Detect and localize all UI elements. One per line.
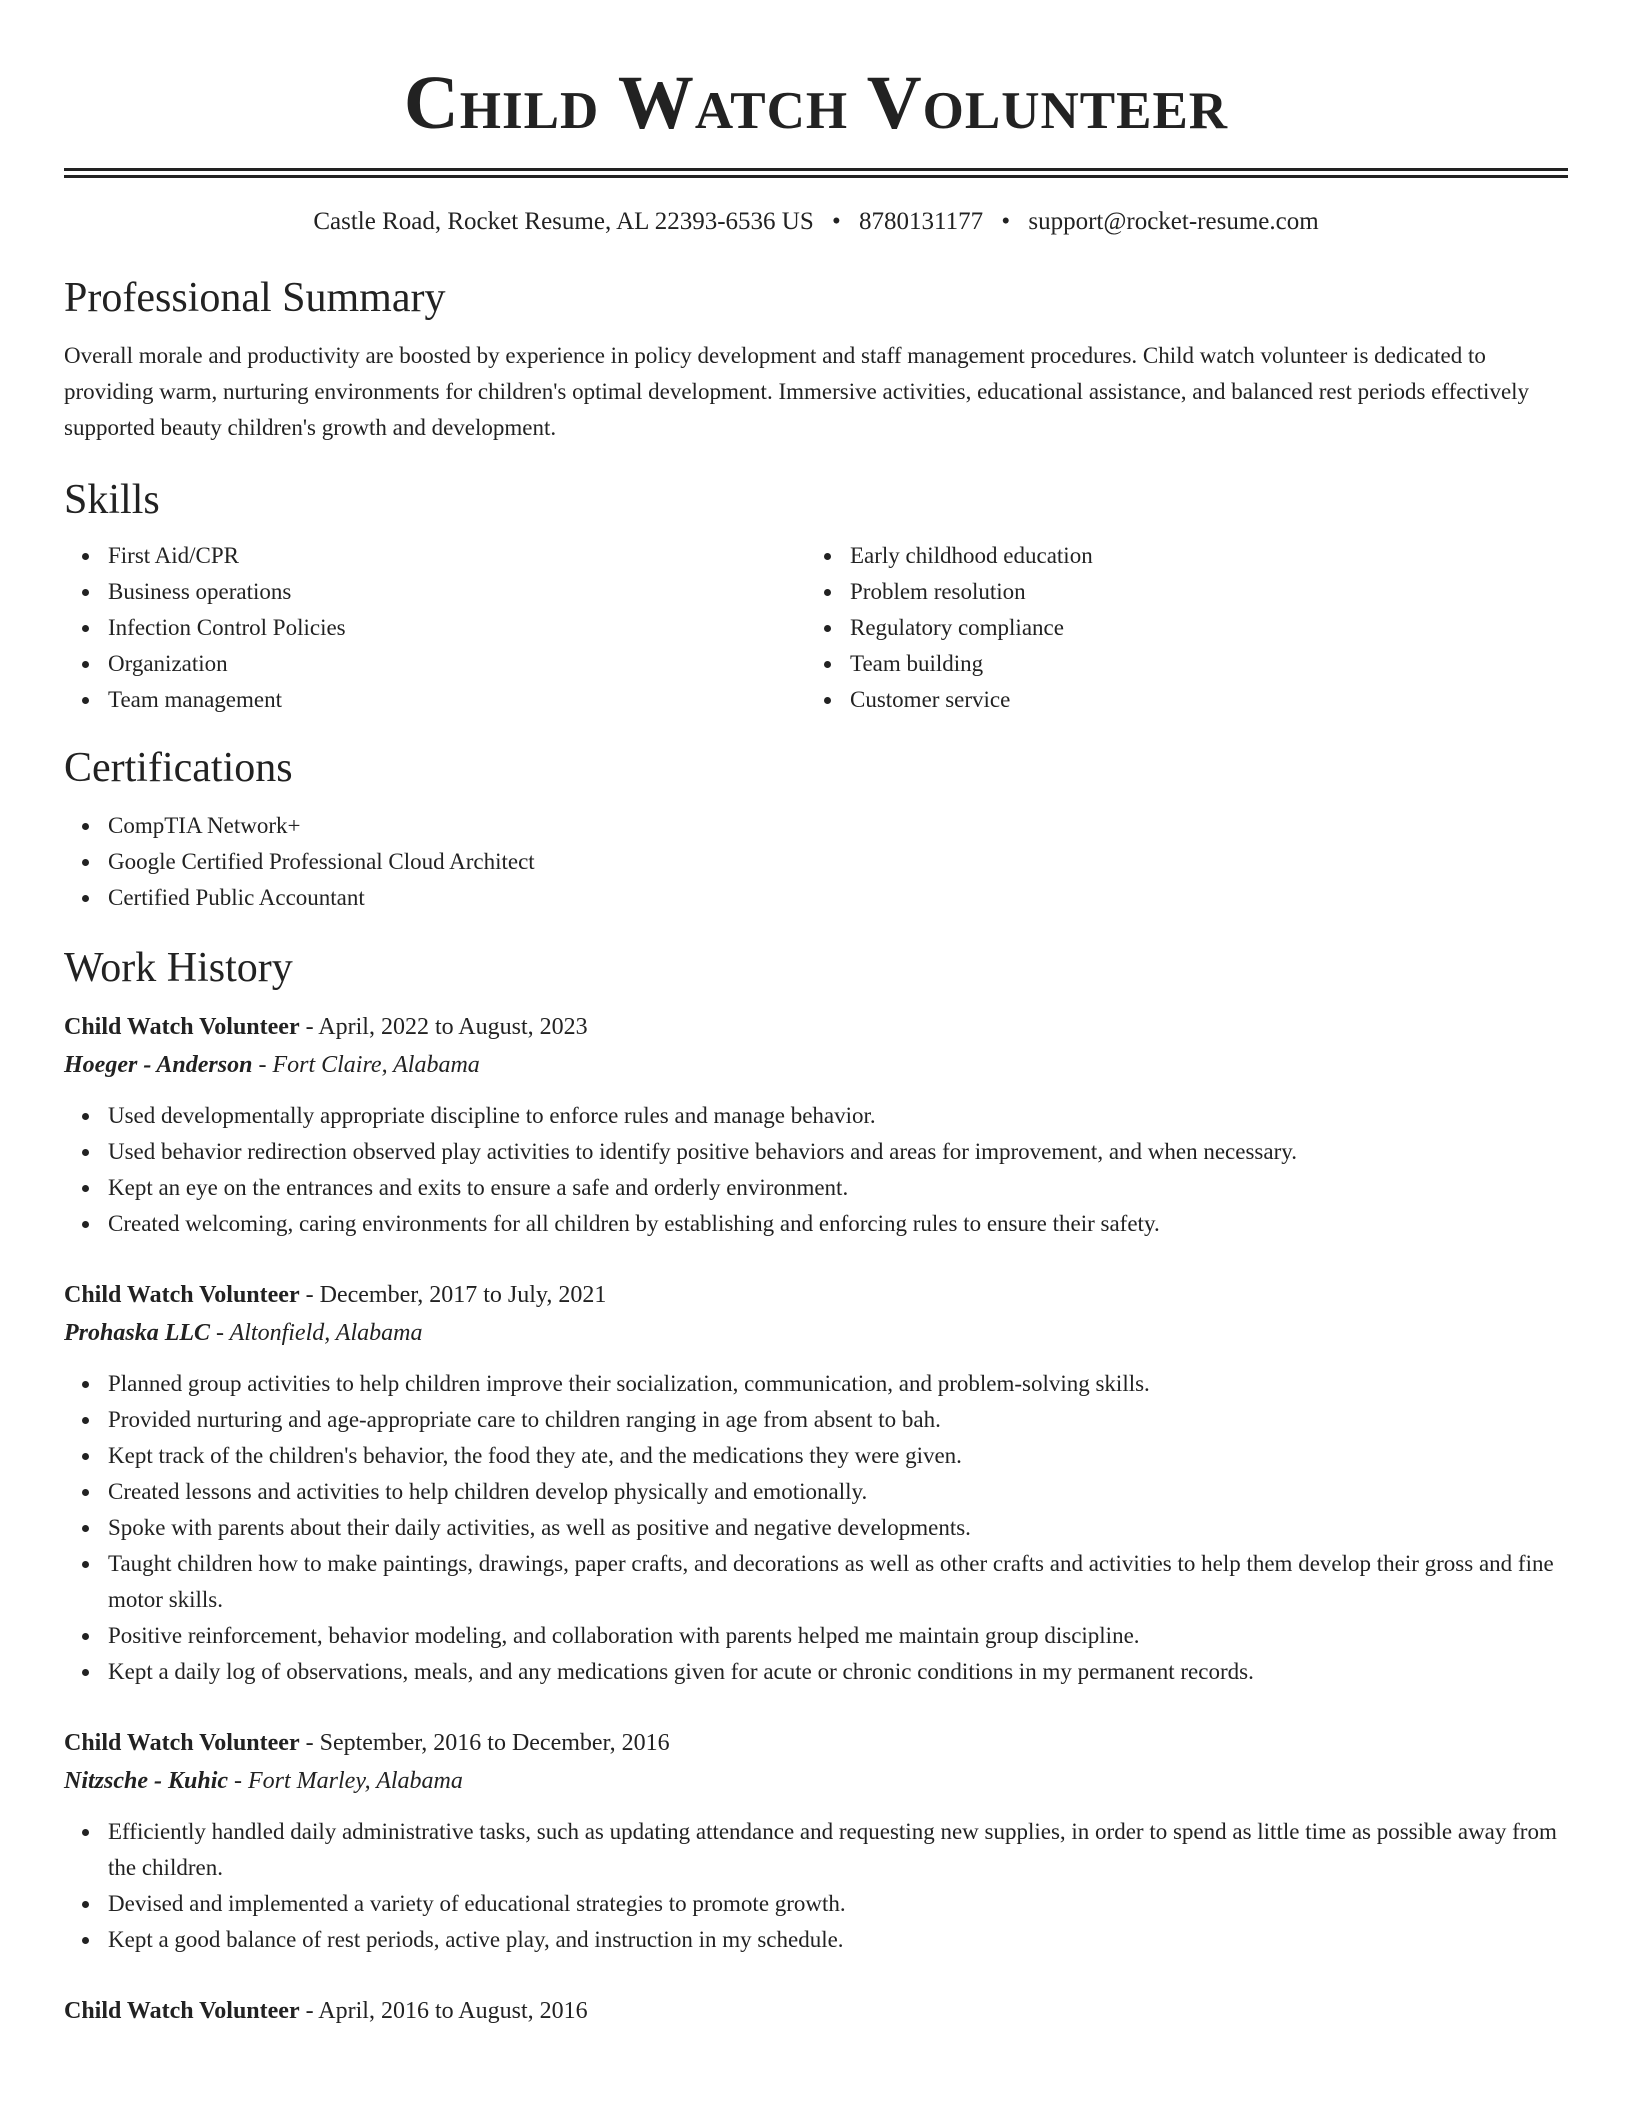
company-location: Fort Claire, Alabama [272, 1052, 480, 1078]
skill-item: Infection Control Policies [108, 610, 806, 646]
skills-section [64, 474, 1568, 718]
job-bullet: Planned group activities to help children improve their socialization, communication, and problem-solving skills. [108, 1366, 1568, 1402]
skill-item: Problem resolution [850, 574, 1548, 610]
job-company-line [64, 1314, 1568, 1352]
job-bullet: Created welcoming, caring environments for all children by establishing and enforcing rules to ensure their safety. [108, 1206, 1568, 1242]
job-title: Child Watch Volunteer [64, 1998, 300, 2024]
company-name: Prohaska LLC [64, 1320, 211, 1346]
job-entry [64, 1008, 1568, 1242]
job-bullet: Used developmentally appropriate discipline to enforce rules and manage behavior. [108, 1098, 1568, 1134]
certification-item: Certified Public Accountant [108, 880, 1568, 916]
skill-item: Early childhood education [850, 538, 1548, 574]
skills-list-right [806, 538, 1548, 718]
job-bullet: Kept a daily log of observations, meals, and any medications given for acute or chronic conditions in my permanent records. [108, 1654, 1568, 1690]
job-title: Child Watch Volunteer [64, 1282, 300, 1308]
job-dash: - [228, 1768, 249, 1794]
job-bullet: Kept a good balance of rest periods, active play, and instruction in my schedule. [108, 1922, 1568, 1958]
job-dash: - [299, 1730, 320, 1756]
job-title-line [64, 1724, 1568, 1762]
skills-column-left [64, 538, 806, 718]
job-entry [64, 1992, 1568, 2030]
skill-item: Customer service [850, 682, 1548, 718]
job-company-line [64, 1046, 1568, 1084]
contact-line [64, 204, 1568, 240]
certification-item: Google Certified Professional Cloud Architect [108, 844, 1568, 880]
job-bullets [64, 1366, 1568, 1690]
company-location: Fort Marley, Alabama [248, 1768, 463, 1794]
job-bullet: Used behavior redirection observed play activities to identify positive behaviors and areas for improvement, and when necessary. [108, 1134, 1568, 1170]
job-bullet: Kept track of the children's behavior, the food they ate, and the medications they were given. [108, 1438, 1568, 1474]
job-dash: - [299, 1282, 320, 1308]
job-bullet: Devised and implemented a variety of educational strategies to promote growth. [108, 1886, 1568, 1922]
resume-name: Child Watch Volunteer [403, 61, 1229, 145]
job-bullet: Positive reinforcement, behavior modeling, and collaboration with parents helped me maintain group discipline. [108, 1618, 1568, 1654]
contact-separator: • [832, 208, 841, 235]
certifications-heading: Certifications [64, 745, 293, 791]
job-bullet: Taught children how to make paintings, drawings, paper crafts, and decorations as well as other crafts and activities to help them develop their gross and fine motor skills. [108, 1546, 1568, 1618]
skills-grid [64, 538, 1568, 718]
job-dates: September, 2016 to December, 2016 [319, 1730, 670, 1756]
skill-item: Team building [850, 646, 1548, 682]
skills-heading: Skills [64, 477, 160, 523]
job-bullet: Spoke with parents about their daily activities, as well as positive and negative developments. [108, 1510, 1568, 1546]
job-dates: December, 2017 to July, 2021 [319, 1282, 607, 1308]
job-dash: - [252, 1052, 273, 1078]
company-location: Altonfield, Alabama [229, 1320, 423, 1346]
job-bullet: Provided nurturing and age-appropriate care to children ranging in age from absent to bah. [108, 1402, 1568, 1438]
skill-item: Organization [108, 646, 806, 682]
job-entry [64, 1276, 1568, 1690]
job-bullet: Kept an eye on the entrances and exits to ensure a safe and orderly environment. [108, 1170, 1568, 1206]
job-entry [64, 1724, 1568, 1958]
skill-item: Regulatory compliance [850, 610, 1548, 646]
job-dash: - [299, 1014, 319, 1040]
work-history-section [64, 942, 1568, 2030]
job-title: Child Watch Volunteer [64, 1730, 300, 1756]
job-dates: April, 2016 to August, 2016 [318, 1998, 588, 2024]
certifications-section [64, 742, 1568, 916]
skill-item: First Aid/CPR [108, 538, 806, 574]
summary-text: Overall morale and productivity are boosted by experience in policy development and staff management procedures. Child watch volunteer is dedicated to providing warm, nurturing environments for children's optimal development. Immersive activities, educational assistance, and balanced rest periods effectively supported beauty children's growth and development. [64, 343, 1530, 440]
summary-heading: Professional Summary [64, 275, 446, 321]
job-dash: - [210, 1320, 230, 1346]
skills-list-left [64, 538, 806, 718]
contact-separator: • [1001, 208, 1011, 235]
job-dash: - [299, 1998, 319, 2024]
skill-item: Business operations [108, 574, 806, 610]
summary-section [64, 272, 1568, 446]
skill-item: Team management [108, 682, 806, 718]
certification-item: CompTIA Network+ [108, 808, 1568, 844]
contact-phone: 8780131177 [859, 208, 984, 235]
job-dates: April, 2022 to August, 2023 [318, 1014, 588, 1040]
skills-column-right [806, 538, 1548, 718]
company-name: Hoeger - Anderson [64, 1052, 253, 1078]
job-company-line [64, 1762, 1568, 1800]
job-bullet: Efficiently handled daily administrative tasks, such as updating attendance and requesting new supplies, in order to spend as little time as possible away from the children. [108, 1814, 1568, 1886]
job-title-line [64, 1992, 1568, 2030]
company-name: Nitzsche - Kuhic [64, 1768, 229, 1794]
job-bullet: Created lessons and activities to help children develop physically and emotionally. [108, 1474, 1568, 1510]
contact-address: Castle Road, Rocket Resume, AL 22393-6536 US [313, 208, 814, 235]
job-title: Child Watch Volunteer [64, 1014, 300, 1040]
resume-page [64, 0, 1568, 2030]
work-history-heading: Work History [64, 945, 293, 991]
contact-email: support@rocket-resume.com [1028, 208, 1319, 235]
job-title-line [64, 1008, 1568, 1046]
job-bullets [64, 1814, 1568, 1958]
job-title-line [64, 1276, 1568, 1314]
header-double-rule [64, 168, 1568, 178]
certifications-list [64, 808, 1568, 916]
job-bullets [64, 1098, 1568, 1242]
